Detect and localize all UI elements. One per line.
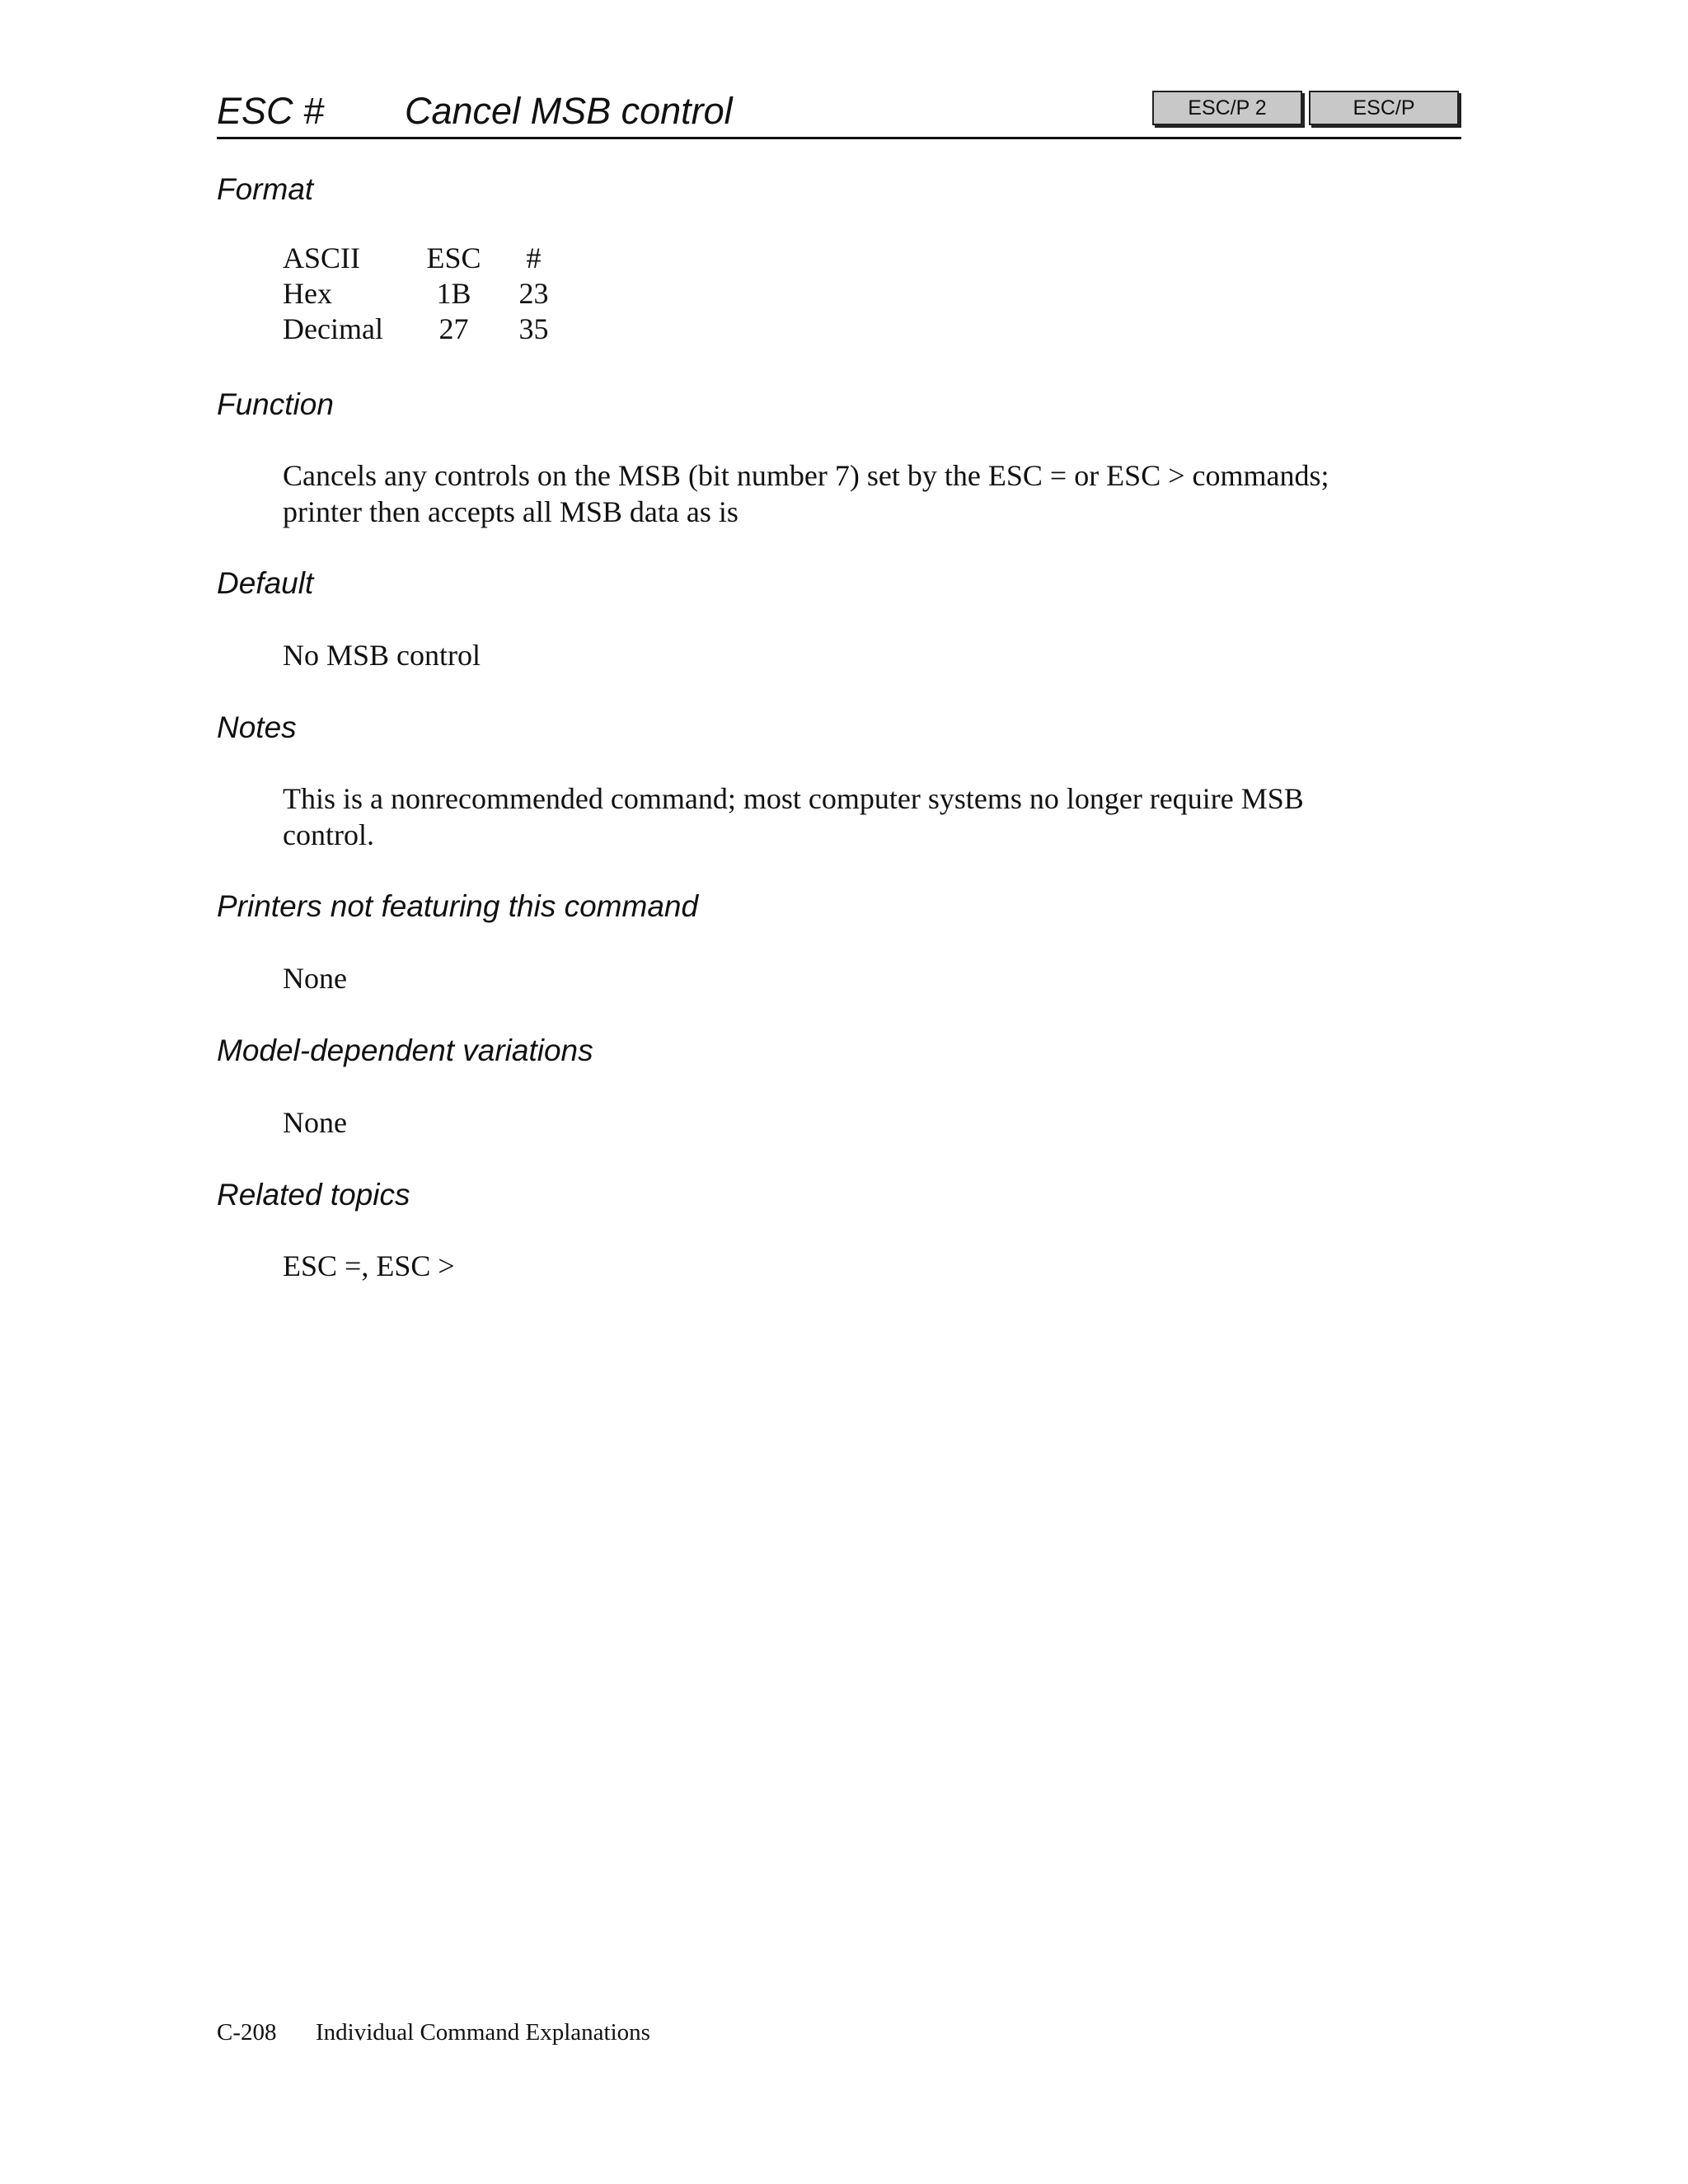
model-variations-text: None bbox=[283, 1106, 347, 1139]
page-header bbox=[217, 82, 1461, 139]
model-variations-heading: Model-dependent variations bbox=[217, 1033, 593, 1067]
format-value: 35 bbox=[518, 312, 549, 345]
page-footer bbox=[217, 2018, 650, 2047]
printers-not-featuring-heading: Printers not featuring this command bbox=[217, 889, 699, 923]
function-heading: Function bbox=[217, 387, 334, 421]
function-text-line-1: Cancels any controls on the MSB (bit number 7) set by the ESC = or ESC > commands; bbox=[283, 459, 1329, 492]
footer-section-title: Individual Command Explanations bbox=[316, 2019, 650, 2046]
format-value: ESC bbox=[426, 241, 481, 274]
format-value: # bbox=[526, 241, 542, 274]
notes-heading: Notes bbox=[217, 710, 297, 744]
page-number: C-208 bbox=[217, 2019, 277, 2046]
format-table bbox=[283, 241, 580, 347]
escp2-badge: ESC/P 2 bbox=[1152, 91, 1302, 125]
format-heading: Format bbox=[217, 172, 314, 206]
format-label: Decimal bbox=[283, 312, 383, 345]
printers-not-featuring-text: None bbox=[283, 962, 347, 995]
default-heading: Default bbox=[217, 566, 314, 600]
format-label: ASCII bbox=[283, 241, 361, 274]
notes-text-line-2: control. bbox=[283, 818, 374, 851]
function-text-line-2: printer then accepts all MSB data as is bbox=[283, 495, 738, 528]
format-row-decimal bbox=[283, 312, 580, 347]
notes-text-line-1: This is a nonrecommended command; most computer systems no longer require MSB bbox=[283, 782, 1304, 815]
format-value: 1B bbox=[436, 277, 471, 310]
related-topics-text: ESC =, ESC > bbox=[283, 1249, 455, 1282]
format-row-hex bbox=[283, 276, 580, 312]
format-label: Hex bbox=[283, 277, 332, 310]
escp-badge: ESC/P bbox=[1309, 91, 1459, 125]
format-value: 27 bbox=[438, 312, 469, 345]
default-text: No MSB control bbox=[283, 639, 481, 672]
related-topics-heading: Related topics bbox=[217, 1178, 410, 1212]
format-value: 23 bbox=[518, 277, 549, 310]
format-row-ascii bbox=[283, 241, 580, 276]
command-code: ESC # bbox=[217, 90, 325, 132]
command-title: Cancel MSB control bbox=[405, 90, 733, 132]
